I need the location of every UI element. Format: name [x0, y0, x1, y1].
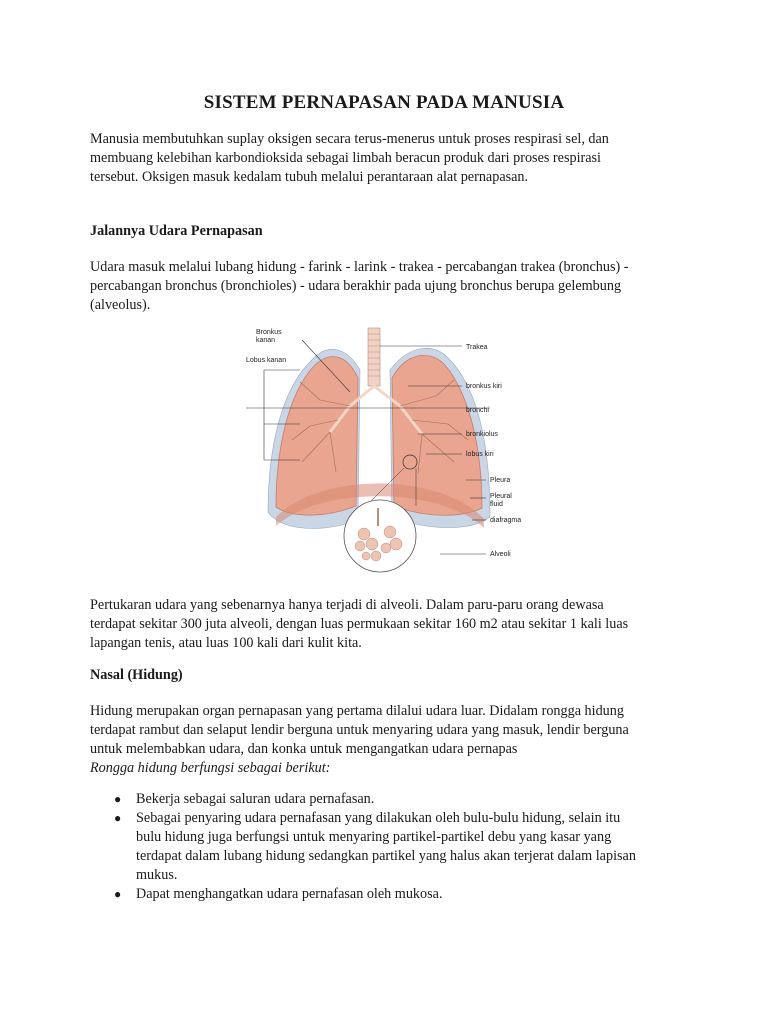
- nasal-line: untuk melembabkan udara, dan konka untuk mengangatkan udara pernapas: [90, 741, 518, 757]
- list-item: ● Dapat menghangatkan udara pernafasan oleh mukosa.: [114, 886, 443, 902]
- intro-line: tersebut. Oksigen masuk kedalam tubuh melalui perantaraan alat pernapasan.: [90, 169, 529, 185]
- label-bronkus-kanan: Bronkus: [256, 329, 282, 336]
- label-pleural-fluid: fluid: [490, 501, 503, 508]
- alveoli-inset: [344, 500, 416, 572]
- section-heading-jalannya-udara: Jalannya Udara Pernapasan: [90, 223, 263, 239]
- airway-line: percabangan bronchus (bronchioles) - udara berakhir pada ujung bronchus berupa gelembung: [90, 278, 622, 294]
- bullet-icon: ●: [114, 792, 122, 806]
- label-bronkus-kiri: bronkus kiri: [466, 383, 502, 390]
- bullet-icon: ●: [114, 887, 122, 901]
- nasal-functions-list: [90, 790, 690, 904]
- trachea: [368, 328, 380, 386]
- alveoli-line: terdapat sekitar 300 juta alveoli, dengan luas permukaan sekitar 160 m2 atau sekitar 1 kali luas: [90, 616, 629, 632]
- intro-line: membuang kelebihan karbondioksida sebagai limbah beracun produk dari proses respirasi: [90, 150, 601, 166]
- nasal-line: terdapat rambut dan selaput lendir berguna untuk menyaring udara yang masuk, lendir berguna: [90, 722, 629, 738]
- nasal-line: Hidung merupakan organ pernapasan yang pertama dilalui udara luar. Didalam rongga hidung: [90, 703, 624, 719]
- label-bronchi: bronchi: [466, 407, 489, 414]
- label-diafragma: diafragma: [490, 517, 522, 524]
- label-trakea: Trakea: [466, 344, 488, 351]
- alveoli-line: lapangan tenis, atau luas 100 kali dari kulit kita.: [90, 635, 362, 651]
- alveoli-line: Pertukaran udara yang sebenarnya hanya terjadi di alveoli. Dalam paru-paru orang dewasa: [90, 597, 604, 613]
- document-title: SISTEM PERNAPASAN PADA MANUSIA: [203, 92, 565, 113]
- nasal-functions-intro: Rongga hidung berfungsi sebagai berikut:: [90, 760, 331, 776]
- label-pleura: Pleura: [490, 477, 511, 484]
- alveoli-paragraph: [90, 596, 690, 653]
- label-bronkus-kanan: kanan: [256, 337, 276, 344]
- nasal-paragraph: [90, 702, 690, 778]
- list-item: ● Bekerja sebagai saluran udara pernafasan.: [114, 791, 375, 807]
- intro-paragraph: [90, 130, 690, 187]
- label-bronkiolus: bronkiolus: [466, 431, 498, 438]
- lung-diagram: [240, 322, 540, 576]
- bullet-icon: ●: [114, 811, 122, 825]
- airway-line: Udara masuk melalui lubang hidung - farink - larink - trakea - percabangan trakea (bronchus) -: [90, 259, 629, 275]
- airway-paragraph: [90, 258, 690, 315]
- list-item: ● Sebagai penyaring udara pernafasan yang dilakukan oleh bulu-bulu hidung, selain itu bulu hidung juga berfungsi untuk menyaring partikel-partikel debu yang kasar yang terdapat dalam lubang hidung sedangkan partikel yang halus akan terjerat dalam lapisan mukus.: [114, 810, 636, 883]
- label-pleural-fluid: Pleural: [490, 493, 512, 500]
- label-alveoli: Alveoli: [490, 551, 511, 558]
- section-heading-nasal: Nasal (Hidung): [90, 667, 183, 683]
- intro-line: Manusia membutuhkan suplay oksigen secara terus-menerus untuk proses respirasi sel, dan: [90, 131, 609, 147]
- airway-line: (alveolus).: [90, 297, 151, 313]
- label-lobus-kiri: lobus kiri: [466, 451, 494, 458]
- label-lobus-kanan: Lobus kanan: [246, 357, 287, 364]
